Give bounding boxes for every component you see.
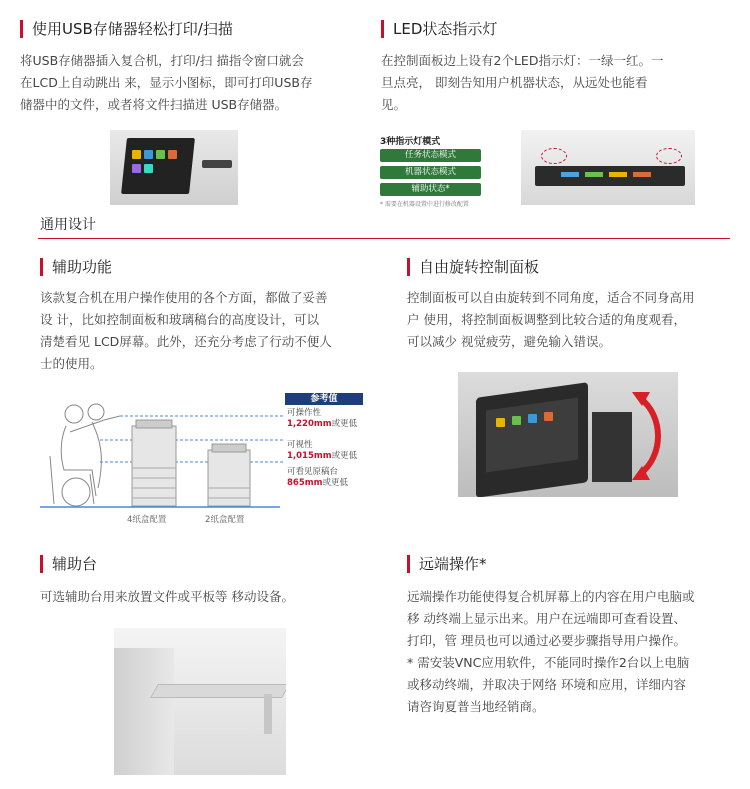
assist-description xyxy=(40,287,332,375)
stand-description xyxy=(40,586,294,608)
ref-platen-label: 可看见原稿台 xyxy=(287,467,339,477)
led-mode-task: 任务状态模式 xyxy=(380,149,481,162)
usb-section-title: 使用USB存储器轻松打印/扫描 xyxy=(20,20,233,38)
rotating-panel-image xyxy=(458,372,678,497)
remote-description xyxy=(407,586,695,718)
led-line-2: 旦点亮， 即刻告知用户机器状态，从远处也能看 xyxy=(381,75,648,90)
rotate-line-2: 户 使用，将控制面板调整到比较合适的角度观看， xyxy=(407,312,686,327)
assist-line-4: 士的使用。 xyxy=(40,356,103,371)
ref-visibility-suffix: 或更低 xyxy=(331,451,358,461)
ref-visibility xyxy=(287,440,357,462)
remote-line-6: 请咨询夏普当地经销商。 xyxy=(407,699,545,714)
caption-2-drawer: 2纸盒配置 xyxy=(205,515,245,525)
ref-platen xyxy=(287,467,348,489)
four-drawer-machine xyxy=(132,420,176,506)
led-modes-note: * 需要在机器设置中进行修改配置 xyxy=(380,201,469,208)
wheelchair-user-illustration xyxy=(50,404,120,506)
assist-line-1: 该款复合机在用户操作使用的各个方面，都做了妥善 xyxy=(40,290,328,305)
universal-design-title: 通用设计 xyxy=(40,217,96,233)
reference-values-header: 参考值 xyxy=(285,393,363,405)
led-green-indicator-highlight xyxy=(541,148,567,164)
rotation-arrow-icon xyxy=(630,386,670,486)
remote-line-3: 打印，管 理员也可以通过必要步骤指导用户操作。 xyxy=(407,633,686,648)
stand-section-title: 辅助台 xyxy=(40,555,97,573)
assist-section-title: 辅助功能 xyxy=(40,258,112,276)
remote-line-4: * 需安装VNC应用软件，不能同时操作2台以上电脑 xyxy=(407,655,690,670)
ref-operability-suffix: 或更低 xyxy=(331,419,358,429)
rotate-section-title: 自由旋转控制面板 xyxy=(407,258,539,276)
remote-line-5: 或移动终端，并取决于网络 环境和应用，详细内容 xyxy=(407,677,686,692)
remote-line-1: 远端操作功能使得复合机屏幕上的内容在用户电脑或 xyxy=(407,589,695,604)
led-mode-assist: 辅助状态* xyxy=(380,183,481,196)
usb-line-3: 储器中的文件，或者将文件扫描进 USB存储器。 xyxy=(20,97,288,112)
remote-section-title: 远端操作* xyxy=(407,555,487,573)
universal-design-divider xyxy=(38,238,730,239)
rotate-line-3: 可以减少 视觉疲劳，避免输入错误。 xyxy=(407,334,611,349)
usb-description xyxy=(20,50,312,116)
led-mode-machine: 机器状态模式 xyxy=(380,166,481,179)
ref-visibility-label: 可视性 xyxy=(287,440,313,450)
led-description xyxy=(381,50,663,116)
ref-visibility-value: 1,015mm xyxy=(287,451,332,461)
usb-line-2: 在LCD上自动跳出 来，显示小图标，即可打印USB存 xyxy=(20,75,313,90)
ref-operability xyxy=(287,408,357,430)
led-line-1: 在控制面板边上设有2个LED指示灯：一绿一红。一 xyxy=(381,53,664,68)
ref-operability-label: 可操作性 xyxy=(287,408,322,418)
assist-line-2: 设 计，比如控制面板和玻璃稿台的高度设计，可以 xyxy=(40,312,319,327)
led-line-3: 见。 xyxy=(381,97,407,112)
stand-line-1: 可选辅助台用来放置文件或平板等 移动设备。 xyxy=(40,589,294,604)
rotate-line-1: 控制面板可以自由旋转到不同角度，适合不同身高用 xyxy=(407,290,695,305)
rotate-description xyxy=(407,287,695,353)
caption-4-drawer: 4纸盒配置 xyxy=(127,515,167,525)
document-stand-image xyxy=(114,628,286,775)
ref-operability-value: 1,220mm xyxy=(287,419,332,429)
two-drawer-machine xyxy=(208,444,250,506)
ref-platen-suffix: 或更低 xyxy=(322,478,348,488)
ref-platen-value: 865mm xyxy=(287,478,323,488)
remote-line-2: 移 动终端上显示出来。用户在远端即可查看设置、 xyxy=(407,611,686,626)
led-red-indicator-highlight xyxy=(656,148,682,164)
led-section-title: LED状态指示灯 xyxy=(381,20,497,38)
usb-printer-image xyxy=(110,130,238,205)
led-panel-image xyxy=(521,130,695,205)
usb-line-1: 将USB存储器插入复合机，打印/扫 描指令窗口就会 xyxy=(20,53,304,68)
led-modes-title: 3种指示灯模式 xyxy=(380,137,441,147)
assist-line-3: 清楚看见 LCD屏幕。此外，还充分考虑了行动不便人 xyxy=(40,334,332,349)
